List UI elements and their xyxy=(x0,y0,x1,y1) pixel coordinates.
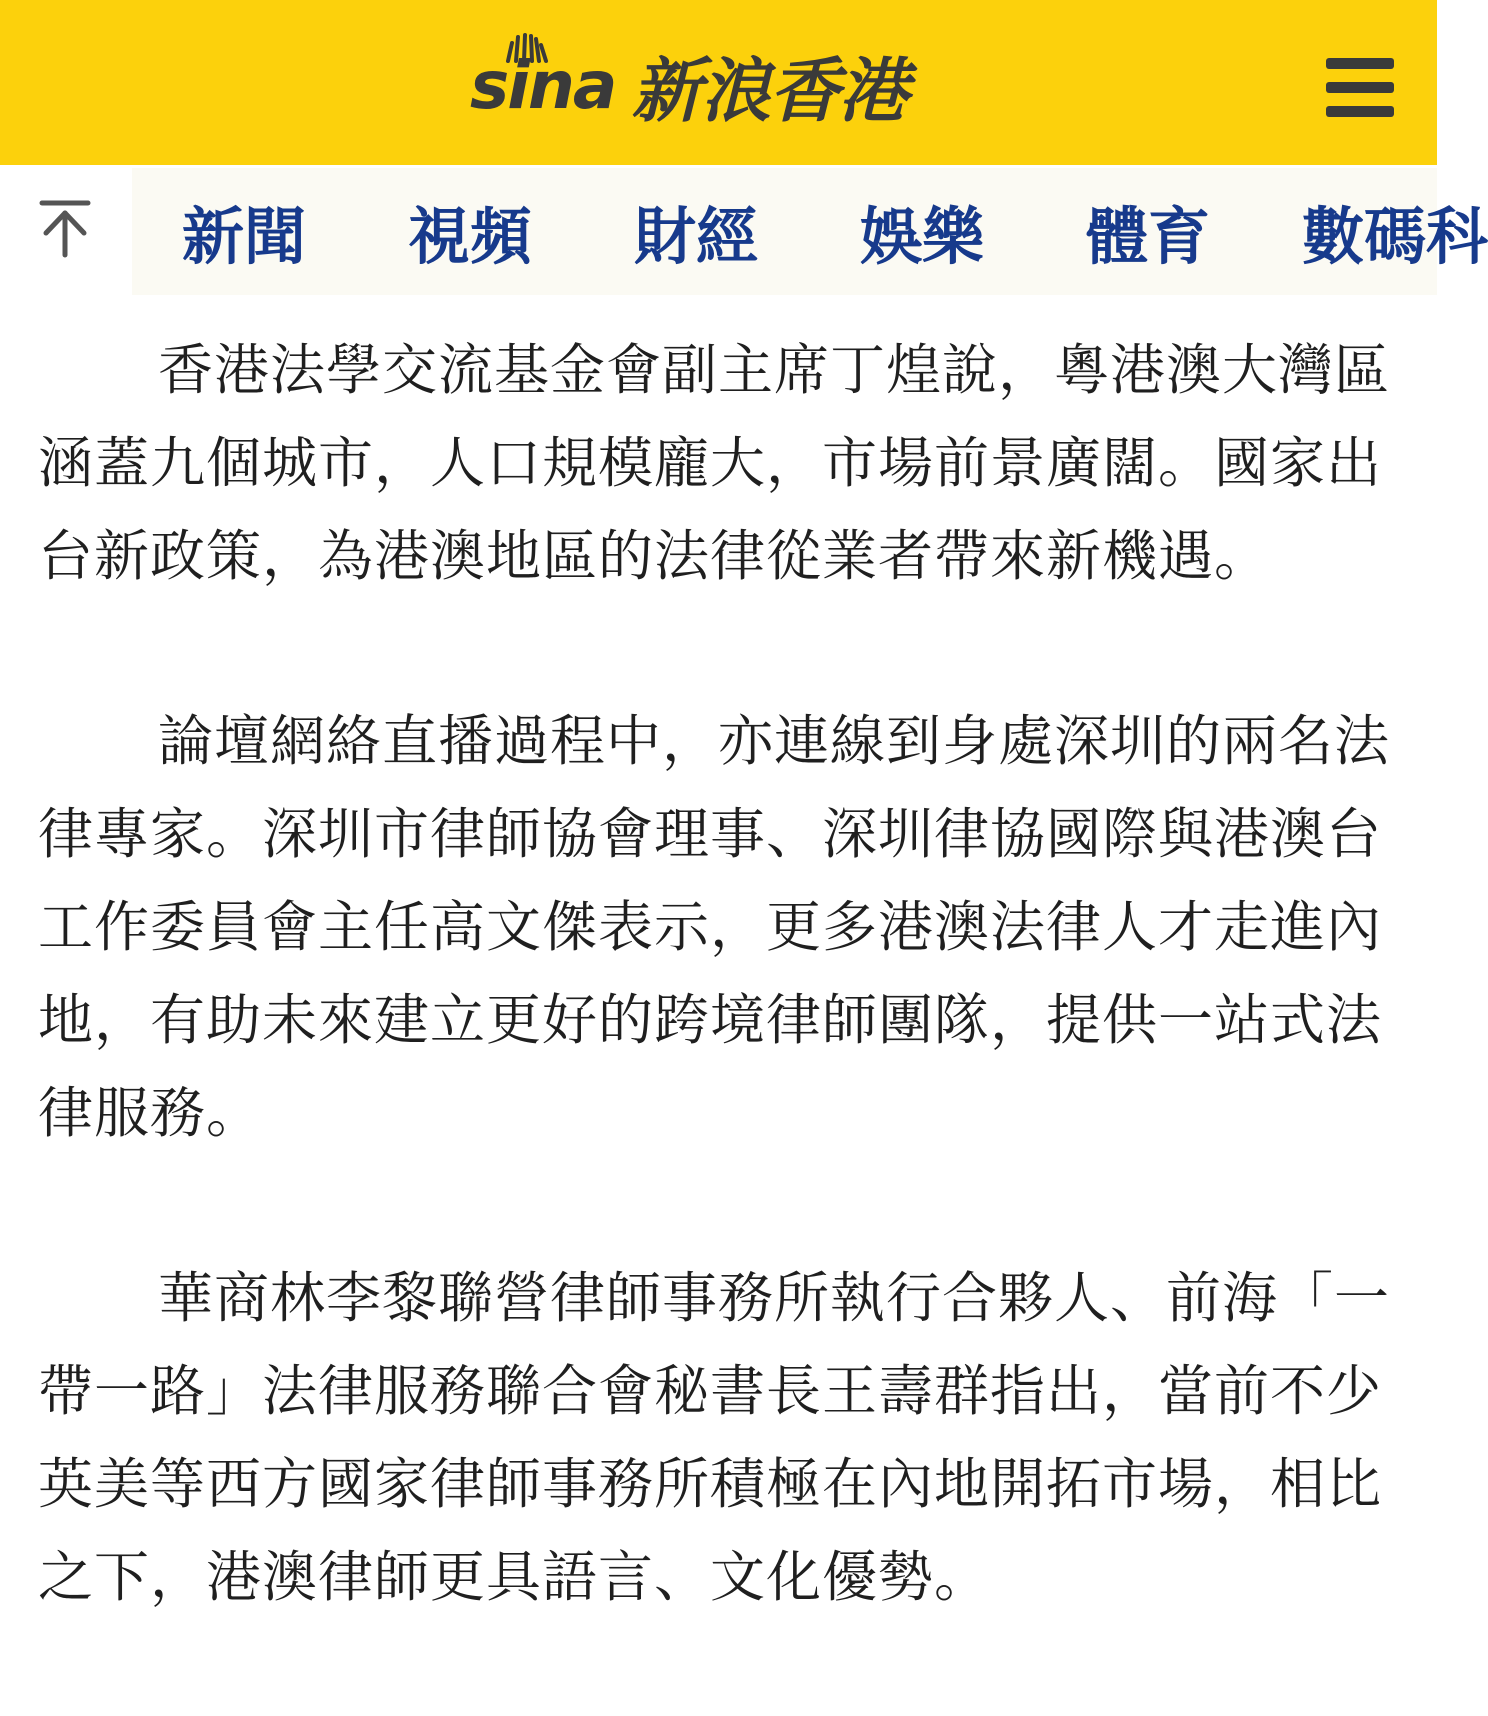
article-paragraph: 香港法學交流基金會副主席丁煌說，粵港澳大灣區涵蓋九個城市，人口規模龐大，市場前景廣闊。國家出台新政策，為港澳地區的法律從業者帶來新機遇。 xyxy=(38,338,1391,588)
channel-nav xyxy=(0,165,1488,298)
tab-sports[interactable]: 體育 xyxy=(1086,200,1211,273)
tab-tech[interactable]: 數碼科 xyxy=(1302,200,1488,273)
article-paragraph: 論壇網絡直播過程中，亦連線到身處深圳的兩名法律專家。深圳市律師協會理事、深圳律協國際與港澳台工作委員會主任高文傑表示，更多港澳法律人才走進內地，有助未來建立更好的跨境律師團隊，提供一站式法律服務。 xyxy=(38,709,1391,1145)
tab-finance[interactable]: 財經 xyxy=(634,200,759,273)
tab-video[interactable]: 視頻 xyxy=(408,200,533,273)
tab-news[interactable]: 新聞 xyxy=(182,200,307,273)
sina-logo[interactable] xyxy=(470,30,907,140)
site-header xyxy=(0,0,1437,165)
logo-wordmark: sina xyxy=(470,47,615,124)
article-body xyxy=(38,324,1400,1716)
article-paragraph: 華商林李黎聯營律師事務所執行合夥人、前海「一帶一路」法律服務聯合會秘書長王壽群指出，當前不少英美等西方國家律師事務所積極在內地開拓市場，相比之下，港澳律師更具語言、文化優勢。 xyxy=(38,1266,1391,1609)
hamburger-menu-icon[interactable] xyxy=(1326,58,1394,118)
arrow-up-icon[interactable] xyxy=(38,199,92,257)
channel-tabs xyxy=(132,168,1488,295)
tab-entertainment[interactable]: 娛樂 xyxy=(860,200,985,273)
site-name: 新浪香港 xyxy=(631,49,908,132)
sina-eye-icon xyxy=(504,33,550,63)
